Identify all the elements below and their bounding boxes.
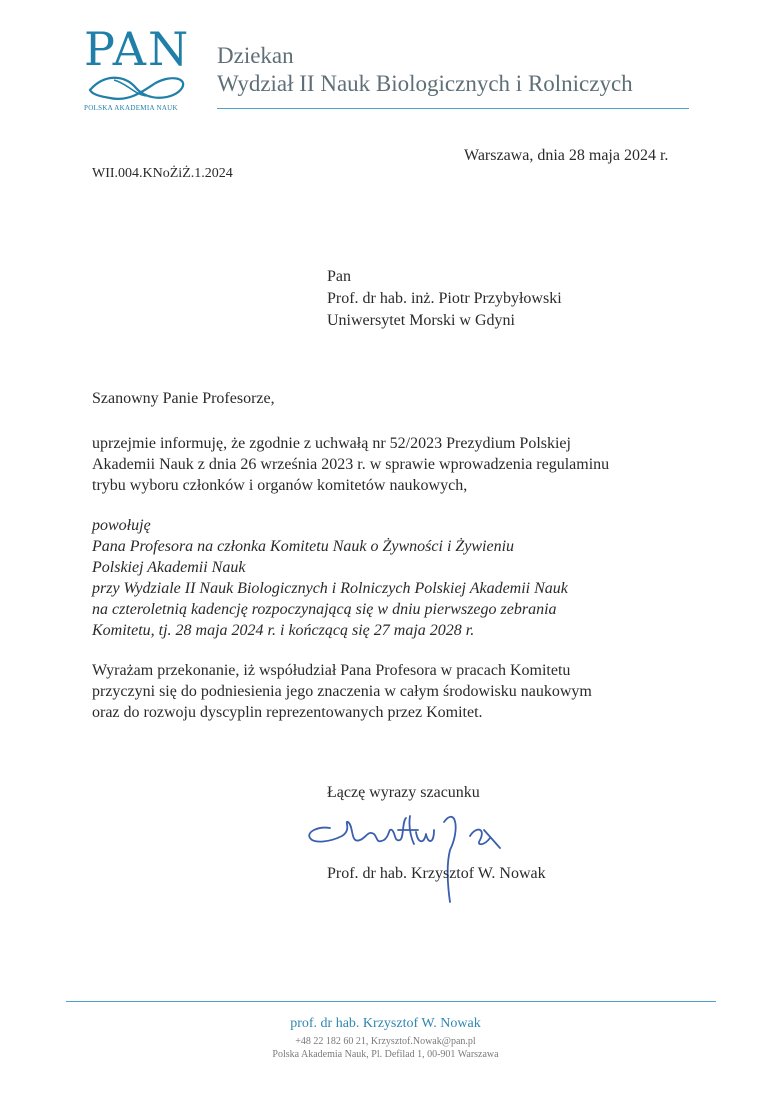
paragraph-line: Wyrażam przekonanie, iż współudział Pana Profesora w pracach Komitetu	[92, 662, 571, 679]
footer-address: Polska Akademia Nauk, Pl. Defilad 1, 00-901 Warszawa	[272, 1049, 499, 1060]
place-and-date: Warszawa, dnia 28 maja 2024 r.	[464, 147, 669, 164]
paragraph-appointment	[92, 515, 568, 641]
header-divider	[217, 108, 689, 109]
letterhead-title: Dziekan	[217, 43, 294, 68]
paragraph-line: przyczyni się do podniesienia jego znaczenia w całym środowisku naukowym	[92, 683, 592, 700]
addressee-block	[327, 266, 562, 332]
paragraph-line: oraz do rozwoju dyscyplin reprezentowanych przez Komitet.	[92, 704, 483, 721]
paragraph-line: przy Wydziale II Nauk Biologicznych i Rolniczych Polskiej Akademii Nauk	[92, 580, 568, 597]
paragraph-line: na czteroletnią kadencję rozpoczynającą się w dniu pierwszego zebrania	[92, 601, 557, 618]
paragraph-line: Pana Profesora na członka Komitetu Nauk o Żywności i Żywieniu	[92, 538, 515, 555]
pan-logo-subtitle: POLSKA AKADEMIA NAUK	[84, 104, 178, 112]
pan-logo-swirl-icon	[84, 70, 188, 104]
paragraph-resolution	[92, 433, 609, 496]
pan-logo-text: PAN	[84, 22, 191, 76]
paragraph-line: uprzejmie informuję, że zgodnie z uchwałą nr 52/2023 Prezydium Polskiej	[92, 435, 571, 452]
salutation: Szanowny Panie Profesorze,	[92, 390, 275, 407]
paragraph-line: Akademii Nauk z dnia 26 września 2023 r. w sprawie wprowadzenia regulaminu	[92, 456, 610, 473]
addressee-line: Pan	[327, 268, 351, 285]
paragraph-line: Komitetu, tj. 28 maja 2024 r. i kończącą się 27 maja 2028 r.	[92, 622, 475, 639]
paragraph-conviction	[92, 660, 592, 723]
paragraph-line: powołuję	[92, 517, 151, 534]
letterhead-department: Wydział II Nauk Biologicznych i Rolniczych	[217, 71, 633, 96]
signatory-name: Prof. dr hab. Krzysztof W. Nowak	[327, 865, 546, 882]
addressee-line: Prof. dr hab. inż. Piotr Przybyłowski	[327, 290, 562, 307]
footer-name: prof. dr hab. Krzysztof W. Nowak	[290, 1016, 481, 1031]
footer-contact: +48 22 182 60 21, Krzysztof.Nowak@pan.pl	[295, 1036, 476, 1047]
addressee-line: Uniwersytet Morski w Gdyni	[327, 312, 515, 329]
closing-phrase: Łączę wyrazy szacunku	[327, 784, 480, 801]
paragraph-line: Polskiej Akademii Nauk	[92, 559, 246, 576]
footer-divider	[66, 1001, 716, 1002]
reference-number: WII.004.KNoŻiŻ.1.2024	[92, 166, 233, 181]
handwritten-signature-icon	[300, 800, 530, 905]
paragraph-line: trybu wyboru członków i organów komitetów naukowych,	[92, 477, 468, 494]
